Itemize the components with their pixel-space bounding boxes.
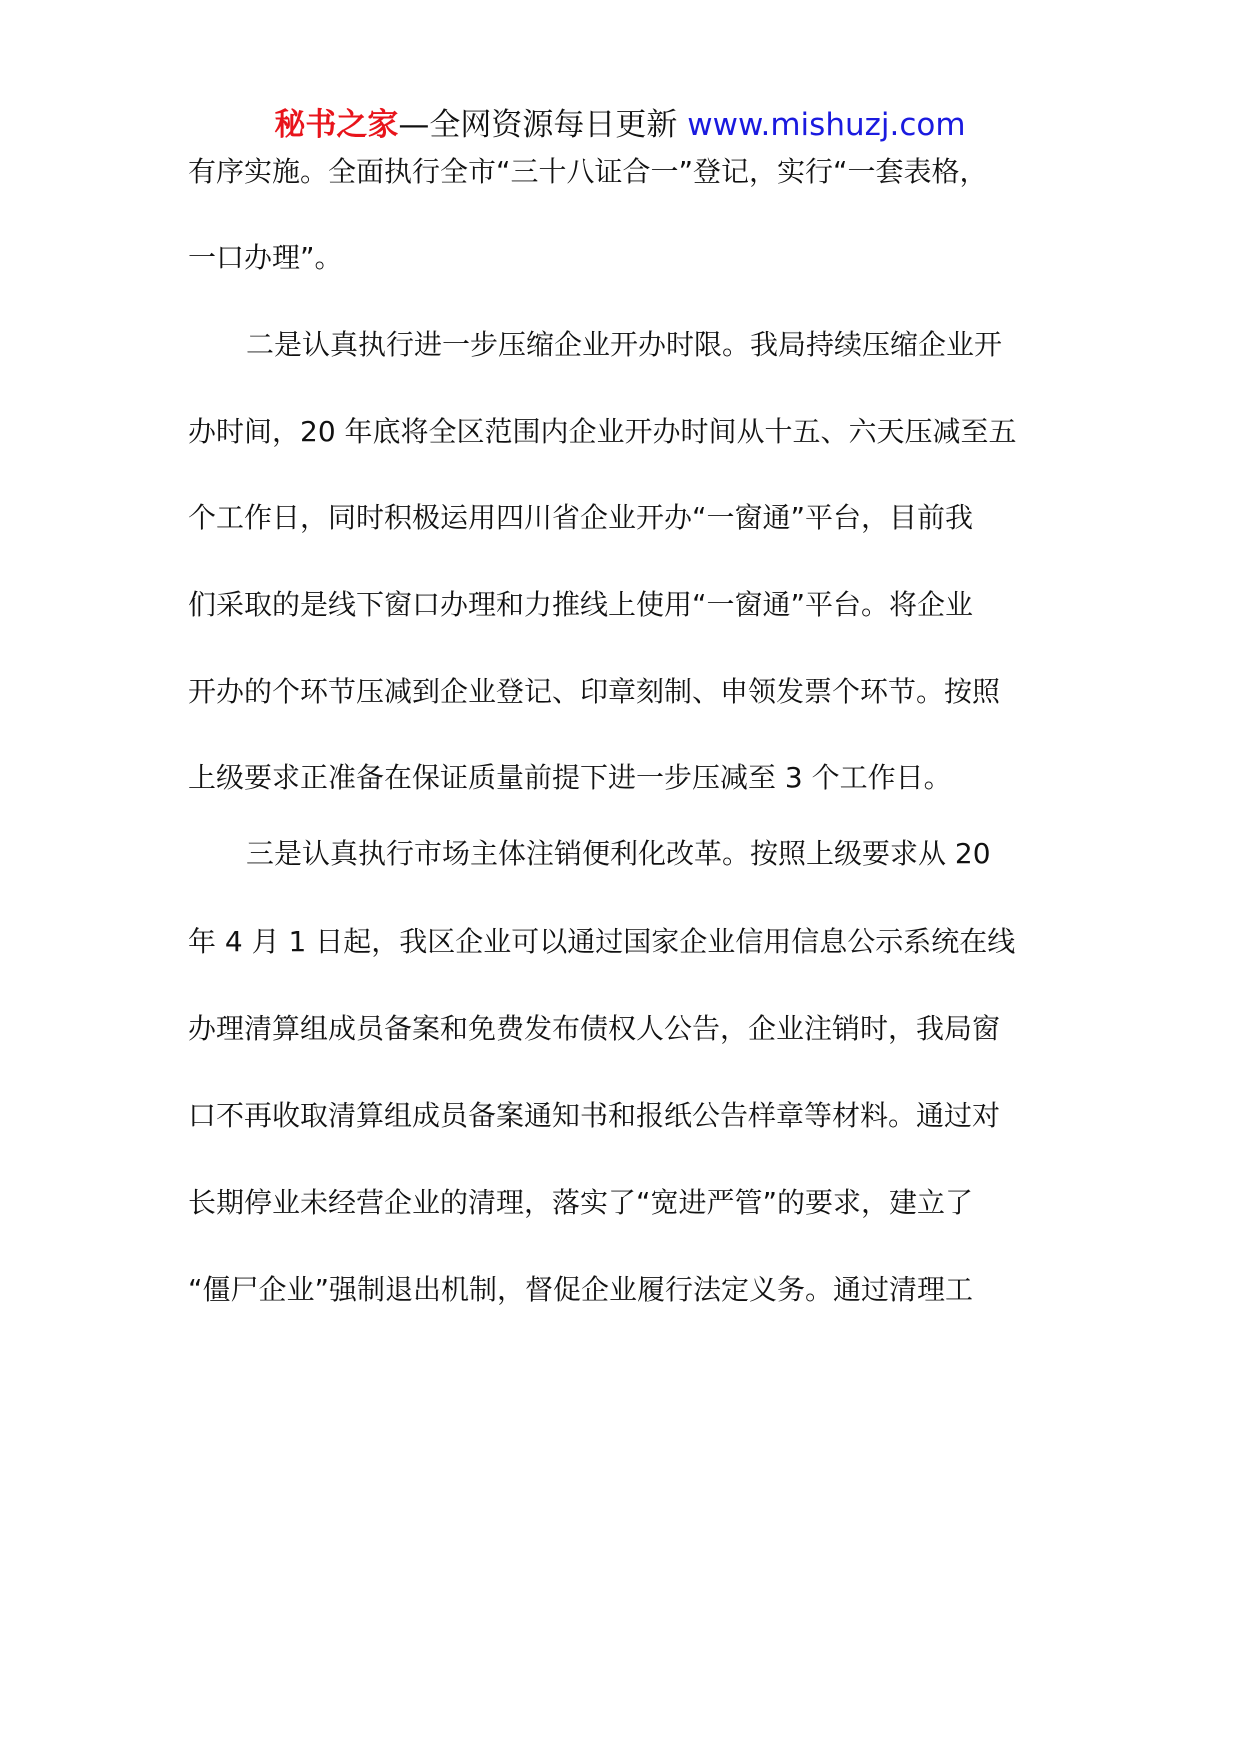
text-line: 一口办理”。 bbox=[188, 241, 343, 274]
header-brand: 秘书之家 bbox=[274, 107, 399, 143]
text-line: 们采取的是线下窗口办理和力推线上使用“一窗通”平台。将企业 bbox=[188, 588, 974, 621]
text-line: 年 4 月 1 日起，我区企业可以通过国家企业信用信息公示系统在线 bbox=[188, 925, 1016, 958]
text-line: 口不再收取清算组成员备案通知书和报纸公告样章等材料。通过对 bbox=[188, 1099, 1001, 1132]
text-line: 长期停业未经营企业的清理，落实了“宽进严管”的要求，建立了 bbox=[188, 1186, 974, 1219]
text-line: 办时间，20 年底将全区范围内企业开办时间从十五、六天压减至五 bbox=[188, 415, 1017, 448]
text-line: 开办的个环节压减到企业登记、印章刻制、申领发票个环节。按照 bbox=[188, 675, 1001, 708]
text-line: 上级要求正准备在保证质量前提下进一步压减至 3 个工作日。 bbox=[188, 761, 952, 794]
header-url-link[interactable]: www.mishuzj.com bbox=[687, 107, 966, 143]
header-tagline: —全网资源每日更新 bbox=[398, 107, 688, 143]
text-line: 个工作日，同时积极运用四川省企业开办“一窗通”平台，目前我 bbox=[188, 501, 974, 534]
page-header bbox=[0, 100, 1240, 150]
text-line: 办理清算组成员备案和免费发布债权人公告，企业注销时，我局窗 bbox=[188, 1012, 1001, 1045]
text-line: 有序实施。全面执行全市“三十八证合一”登记，实行“一套表格， bbox=[188, 155, 988, 188]
paragraph-start-line: 三是认真执行市场主体注销便利化改革。按照上级要求从 20 bbox=[246, 837, 991, 870]
paragraph-start-line: 二是认真执行进一步压缩企业开办时限。我局持续压缩企业开 bbox=[246, 328, 1003, 361]
text-line: “僵尸企业”强制退出机制，督促企业履行法定义务。通过清理工 bbox=[188, 1273, 974, 1306]
